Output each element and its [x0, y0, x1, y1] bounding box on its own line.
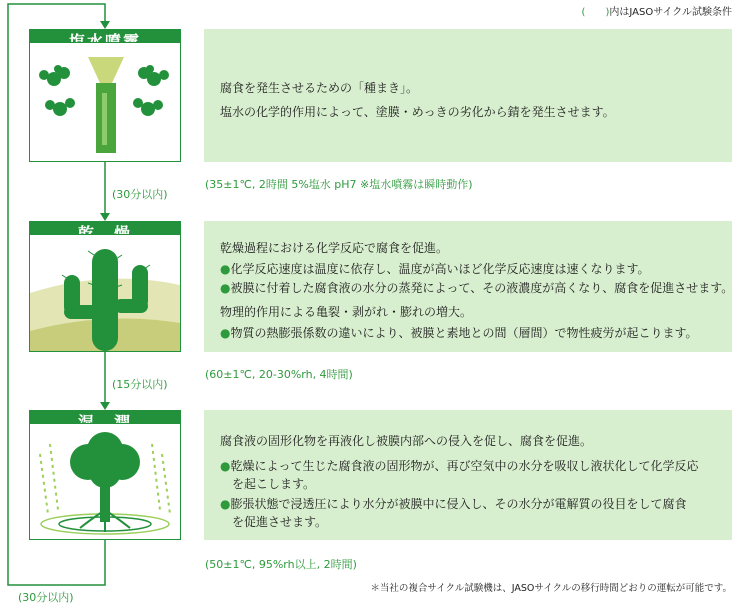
drying-text-2: 被膜に付着した腐食液の水分の蒸発によって、その液濃度が高くなり、腐食を促進させます。	[230, 281, 734, 295]
wet-heading-1: 腐食液の固形化物を再液化し被膜内部への侵入を促し、腐食を促進。	[220, 434, 593, 448]
bullet-icon: ●	[220, 326, 231, 340]
salt-spray-illustration	[29, 42, 181, 162]
salt-spray-line-2: 塩水の化学的作用によって、塗膜・めっきの劣化から錆を発生させます。	[220, 105, 615, 119]
transition-duration-3: (30分以内)	[18, 591, 74, 604]
wet-text-1a: 乾燥によって生じた腐食液の固形物が、再び空気中の水分を吸収し液状化して化学反応	[230, 459, 699, 473]
wet-condition: (50±1℃, 95%rh以上, 2時間)	[205, 558, 357, 571]
drying-bullet-2	[220, 279, 733, 296]
footnote: ＊当社の複合サイクル試験機は、JASOサイクルの移行時間どおりの運転が可能です。	[370, 583, 732, 594]
transition-duration-1: (30分以内)	[112, 188, 168, 201]
drying-illustration	[29, 234, 181, 352]
salt-spray-condition: (35±1℃, 2時間 5%塩水 pH7 ※塩水噴霧は瞬時動作)	[205, 178, 473, 191]
legend-paren: ( )	[581, 7, 610, 18]
bullet-icon: ●	[220, 262, 231, 276]
wet-text-2a: 膨張状態で浸透圧により水分が被膜中に侵入し、その水分が電解質の役目をして腐食	[230, 497, 687, 511]
drying-bullet-1	[220, 260, 650, 277]
drying-text-1: 化学反応速度は温度に依存し、温度が高いほど化学反応速度は速くなります。	[230, 262, 650, 276]
bullet-icon: ●	[220, 497, 231, 511]
legend	[582, 3, 732, 18]
salt-spray-description	[204, 29, 732, 162]
wet-illustration	[29, 423, 181, 540]
wet-text-2b: を促進させます。	[232, 515, 328, 529]
drying-bullet-3	[220, 324, 698, 341]
drying-heading-2: 物理的作用による亀裂・剥がれ・膨れの増大。	[220, 305, 473, 319]
drying-description	[204, 221, 732, 352]
drying-text-3: 物質の熱膨張係数の違いにより、被膜と素地との間（層間）で物性疲労が起こります。	[230, 326, 698, 340]
drying-heading-1: 乾燥過程における化学反応で腐食を促進。	[220, 241, 449, 255]
bullet-icon: ●	[220, 281, 231, 295]
drying-condition: (60±1℃, 20-30%rh, 4時間)	[205, 368, 353, 381]
bullet-icon: ●	[220, 459, 231, 473]
wet-text-1b: を起こします。	[232, 477, 316, 491]
wet-bullet-1	[220, 457, 699, 474]
legend-text: 内はJASOサイクル試験条件	[609, 7, 732, 18]
wet-bullet-2	[220, 495, 687, 512]
transition-duration-2: (15分以内)	[112, 378, 168, 391]
salt-spray-line-1: 腐食を発生させるための「種まき」。	[220, 81, 419, 95]
wet-description	[204, 410, 732, 540]
